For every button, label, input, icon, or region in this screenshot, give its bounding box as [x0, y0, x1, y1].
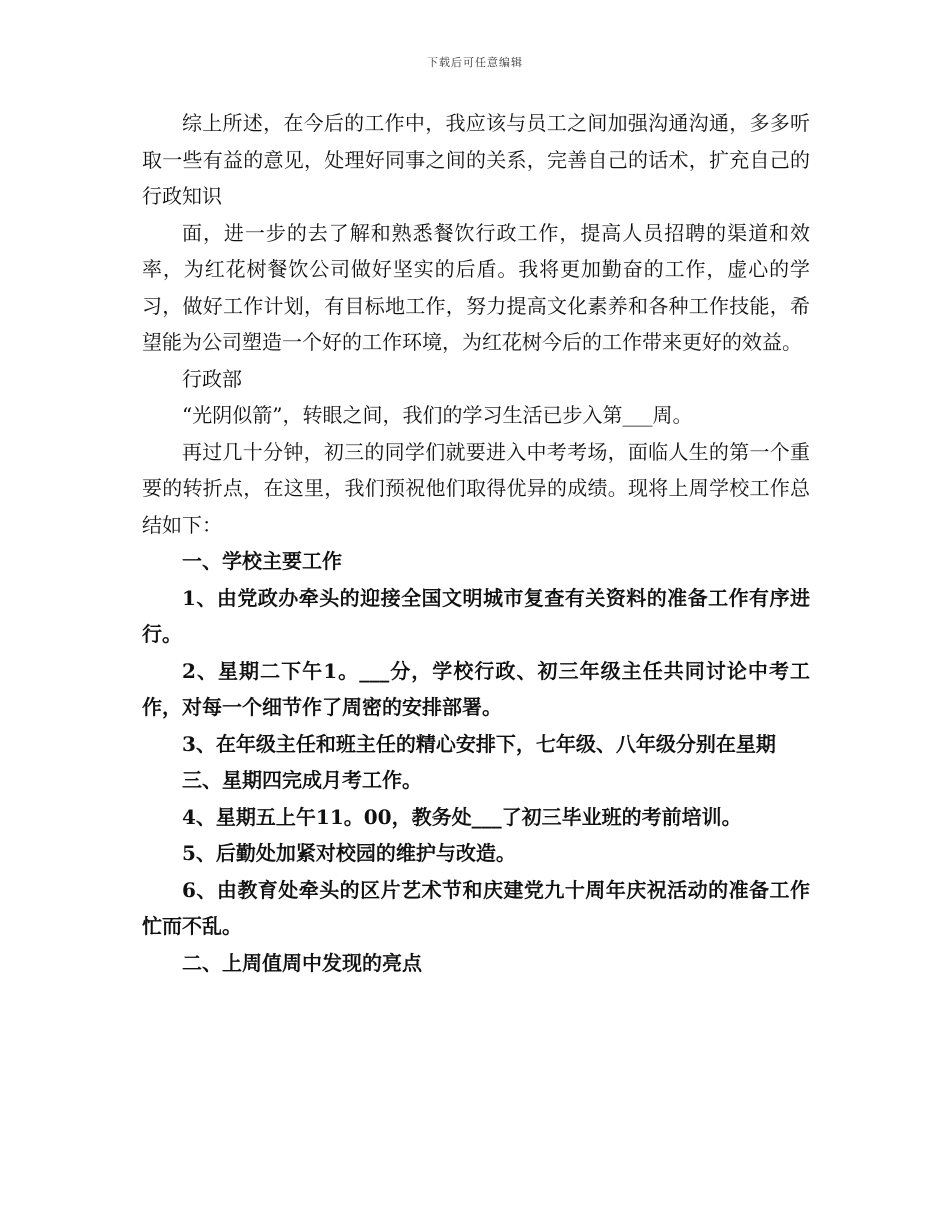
document-body	[142, 105, 810, 981]
list-item: 1、由党政办牵头的迎接全国文明城市复查有关资料的准备工作有序进行。	[142, 585, 810, 646]
section-heading: 二、上周值周中发现的亮点	[182, 950, 422, 975]
paragraph: 再过几十分钟，初三的同学们就要进入中考考场，面临人生的第一个重要的转折点，在这里，我们预祝他们取得优异的成绩。现将上周学校工作总结如下：	[142, 439, 810, 537]
paragraph: 面，进一步的去了解和熟悉餐饮行政工作，提高人员招聘的渠道和效率，为红花树餐饮公司做好坚实的后盾。我将更加勤奋的工作，虚心的学习，做好工作计划，有目标地工作，努力提高文化素养和各种工作技能，希望能为公司塑造一个好的工作环境，为红花树今后的工作带来更好的效益。	[142, 220, 810, 354]
list-item: 4、星期五上午11。00，教务处___了初三毕业班的考前培训。	[182, 804, 742, 829]
list-item: 3、在年级主任和班主任的精心安排下，七年级、八年级分别在星期	[182, 731, 776, 756]
list-item: 三、星期四完成月考工作。	[182, 768, 422, 792]
list-item: 2、星期二下午1。___分，学校行政、初三年级主任共同讨论中考工作，对每一个细节作了周密的安排部署。	[142, 658, 810, 719]
paragraph: 行政部	[182, 366, 242, 391]
section-heading: 一、学校主要工作	[182, 549, 342, 573]
list-item: 6、由教育处牵头的区片艺术节和庆建党九十周年庆祝活动的准备工作忙而不乱。	[142, 877, 810, 938]
list-item: 5、后勤处加紧对校园的维护与改造。	[182, 841, 516, 865]
paragraph: “光阴似箭”，转眼之间，我们的学习生活已步入第___周。	[182, 403, 693, 427]
header-note: 下载后可任意编辑	[427, 56, 523, 69]
paragraph: 综上所述，在今后的工作中，我应该与员工之间加强沟通沟通，多多听取一些有益的意见，处理好同事之间的关系，完善自己的话术，扩充自己的行政知识	[142, 111, 810, 208]
